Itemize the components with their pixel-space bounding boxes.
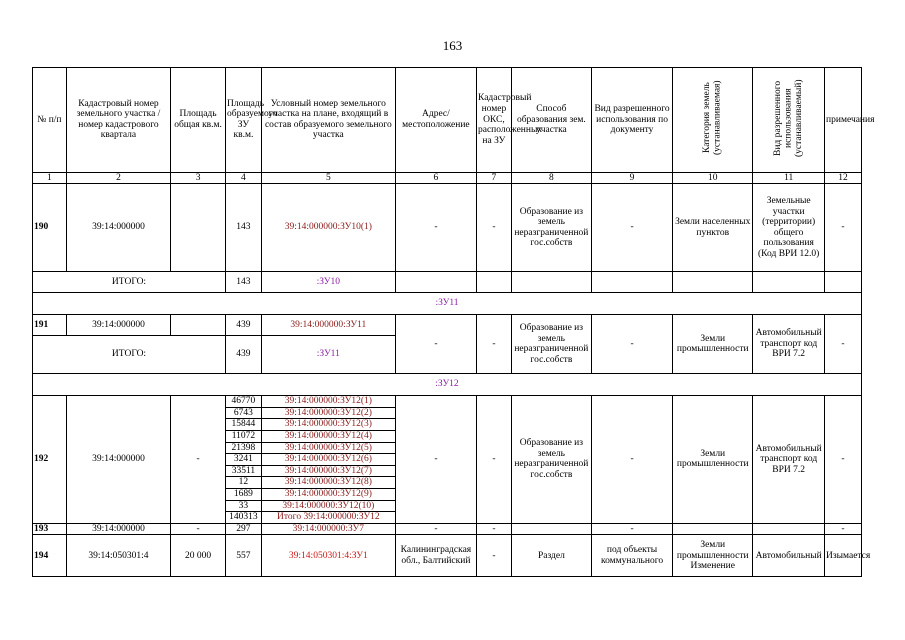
land-category: Земли промышленности Изменение	[673, 535, 753, 577]
total-area: 439	[226, 336, 262, 374]
table-row	[33, 315, 862, 336]
page-number: 163	[442, 38, 463, 53]
permitted-use-set: Автомобильный	[753, 535, 825, 577]
total-label: ИТОГО:	[33, 336, 226, 374]
part-area: 21398	[226, 442, 262, 454]
total-conditional-number: :ЗУ10	[261, 272, 395, 293]
oks-number: -	[477, 184, 512, 272]
formation-method: Образование из земель неразграниченной гос.собств	[511, 396, 591, 524]
oks-number: -	[477, 535, 512, 577]
formed-area: 297	[226, 523, 262, 535]
column-index-row	[33, 172, 862, 184]
permitted-use-doc: под объекты коммунального	[591, 535, 672, 577]
permitted-use-doc: -	[591, 396, 672, 524]
row-number: 191	[33, 315, 67, 336]
header-permitted-use-set: Вид разрешенного использования (устанавливаемый)	[772, 79, 804, 157]
conditional-number: 39:14:050301:4:ЗУ1	[261, 535, 395, 577]
total-area: 20 000	[171, 535, 226, 577]
oks-number: -	[477, 315, 512, 374]
total-area: -	[171, 396, 226, 524]
permitted-use-set: Автомобильный транспорт код ВРИ 7.2	[753, 315, 825, 374]
column-index-cell: 5	[261, 172, 395, 184]
header-permitted-use-doc: Вид разрешенного использования по документу	[591, 68, 672, 173]
column-index-cell: 11	[753, 172, 825, 184]
header-conditional-number: Условный номер земельного участка на плане, входящий в состав образуемого земельного участка	[261, 68, 395, 173]
column-index-cell: 1	[33, 172, 67, 184]
formation-method: Раздел	[511, 535, 591, 577]
column-index-cell: 4	[226, 172, 262, 184]
part-conditional-number: 39:14:000000:ЗУ12(3)	[261, 419, 395, 431]
column-index-cell: 2	[66, 172, 170, 184]
total-row	[33, 272, 862, 293]
section-row	[33, 374, 862, 396]
permitted-use-doc: -	[591, 315, 672, 374]
permitted-use-set: Автомобильный транспорт код ВРИ 7.2	[753, 396, 825, 524]
part-conditional-number: 39:14:000000:ЗУ12(4)	[261, 430, 395, 442]
row-number: 193	[33, 523, 67, 535]
conditional-number: 39:14:000000:ЗУ10(1)	[261, 184, 395, 272]
part-conditional-number: 39:14:000000:ЗУ12(8)	[261, 477, 395, 489]
part-conditional-number: 39:14:000000:ЗУ12(9)	[261, 488, 395, 500]
row-number: 192	[33, 396, 67, 524]
total-conditional-number: :ЗУ11	[261, 336, 395, 374]
land-category: Земли промышленности	[673, 315, 753, 374]
header-total-area: Площадь общая кв.м.	[171, 68, 226, 173]
cadastral-number: 39:14:050301:4	[66, 535, 170, 577]
column-index-cell: 3	[171, 172, 226, 184]
total-area	[171, 184, 226, 272]
formation-method: Образование из земель неразграниченной гос.собств	[511, 184, 591, 272]
header-address: Адрес/ местоположение	[395, 68, 476, 173]
part-conditional-number: 39:14:000000:ЗУ12(2)	[261, 407, 395, 419]
note: -	[825, 315, 862, 374]
cadastral-number: 39:14:000000	[66, 184, 170, 272]
part-area: 46770	[226, 396, 262, 408]
part-area: 33	[226, 500, 262, 512]
header-num: № п/п	[33, 68, 67, 173]
column-index-cell: 8	[511, 172, 591, 184]
table-row	[33, 184, 862, 272]
address: -	[395, 523, 476, 535]
formed-area: 143	[226, 184, 262, 272]
header-formation-method: Способ образования зем. участка	[511, 68, 591, 173]
part-area: 11072	[226, 430, 262, 442]
address: -	[395, 315, 476, 374]
permitted-use-doc: -	[591, 184, 672, 272]
header-notes: примечания	[825, 68, 862, 173]
part-conditional-number: 39:14:000000:ЗУ12(5)	[261, 442, 395, 454]
note: -	[825, 396, 862, 524]
oks-number: -	[477, 523, 512, 535]
column-index-cell: 7	[477, 172, 512, 184]
part-area: 6743	[226, 407, 262, 419]
section-row	[33, 293, 862, 315]
table-row	[33, 396, 862, 408]
permitted-use-set: Земельные участки (территории) общего пользования (Код ВРИ 12.0)	[753, 184, 825, 272]
land-category: Земли населенных пунктов	[673, 184, 753, 272]
note: -	[825, 184, 862, 272]
cadastral-number: 39:14:000000	[66, 396, 170, 524]
address: -	[395, 396, 476, 524]
land-plot-register-table	[32, 67, 875, 577]
conditional-number: 39:14:000000:ЗУ11	[261, 315, 395, 336]
part-conditional-number: 39:14:000000:ЗУ12(6)	[261, 454, 395, 466]
part-conditional-number: 39:14:000000:ЗУ12(1)	[261, 396, 395, 408]
part-area: 33511	[226, 465, 262, 477]
column-index-cell: 12	[825, 172, 862, 184]
formed-area: 439	[226, 315, 262, 336]
part-area: 15844	[226, 419, 262, 431]
part-area: 140313	[226, 512, 262, 524]
section-title: :ЗУ12	[33, 374, 862, 396]
header-formed-area: Площадь образуемого ЗУ кв.м.	[226, 68, 262, 173]
note: -	[825, 523, 862, 535]
part-conditional-number: Итого 39:14:000000:ЗУ12	[261, 512, 395, 524]
total-area: -	[171, 523, 226, 535]
column-index-cell: 9	[591, 172, 672, 184]
formed-area: 557	[226, 535, 262, 577]
formation-method: Образование из земель неразграниченной гос.собств	[511, 315, 591, 374]
part-area: 12	[226, 477, 262, 489]
header-land-category: Категория земель (устанавливаемая)	[702, 80, 723, 156]
row-number: 190	[33, 184, 67, 272]
address: -	[395, 184, 476, 272]
header-cadastral-number: Кадастровый номер земельного участка /номер кадастрового квартала	[66, 68, 170, 173]
part-conditional-number: 39:14:000000:ЗУ12(10)	[261, 500, 395, 512]
permitted-use-doc: -	[591, 523, 672, 535]
note: Изымается	[825, 535, 862, 577]
land-category: Земли промышленности	[673, 396, 753, 524]
header-oks-number: Кадастровый номер ОКС, расположенных на ЗУ	[477, 68, 512, 173]
part-area: 3241	[226, 454, 262, 466]
address: Калининградская обл., Балтийский	[395, 535, 476, 577]
part-area: 1689	[226, 488, 262, 500]
conditional-number: 39:14:000000:ЗУ7	[261, 523, 395, 535]
section-title: :ЗУ11	[33, 293, 862, 315]
table-row	[33, 523, 862, 535]
total-label: ИТОГО:	[33, 272, 226, 293]
header-row	[33, 68, 862, 173]
row-number: 194	[33, 535, 67, 577]
total-area: 143	[226, 272, 262, 293]
cadastral-number: 39:14:000000	[66, 315, 170, 336]
oks-number: -	[477, 396, 512, 524]
column-index-cell: 6	[395, 172, 476, 184]
table-row	[33, 535, 862, 577]
column-index-cell: 10	[673, 172, 753, 184]
cadastral-number: 39:14:000000	[66, 523, 170, 535]
part-conditional-number: 39:14:000000:ЗУ12(7)	[261, 465, 395, 477]
